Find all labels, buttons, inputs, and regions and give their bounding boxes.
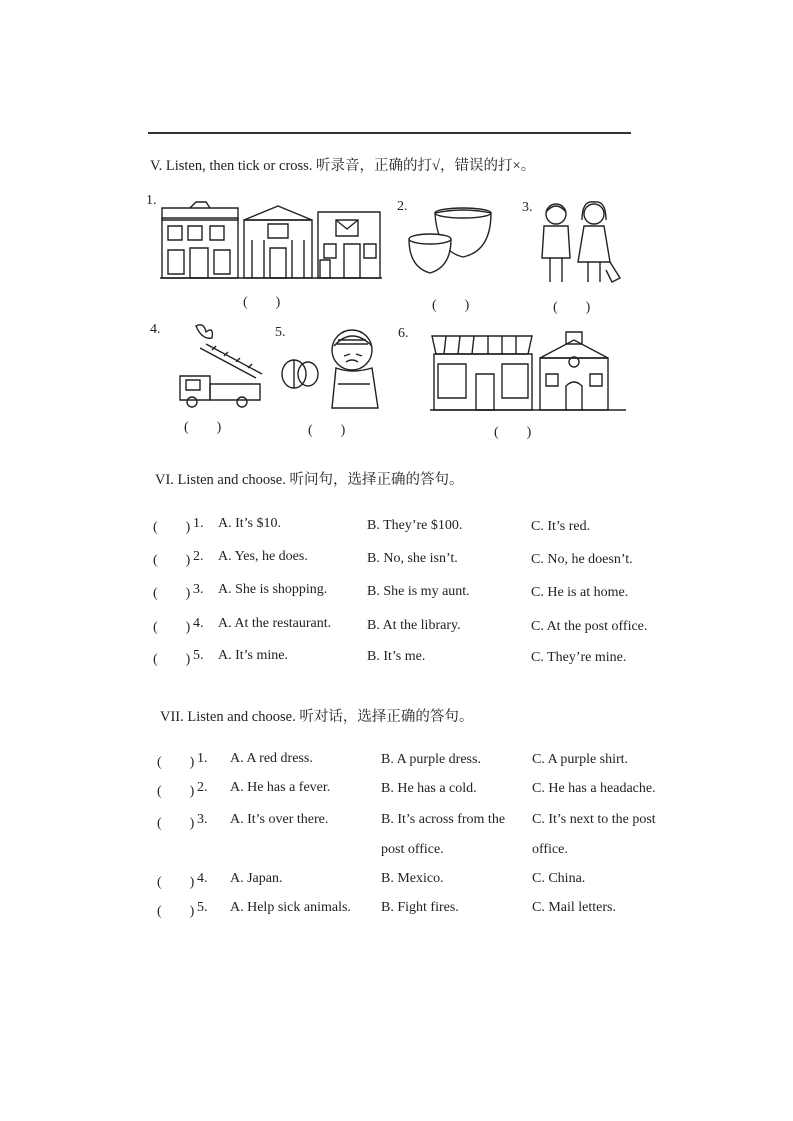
option-c: C. It’s next to the post [532,812,656,827]
option-b: B. It’s me. [367,649,426,664]
sick-girl-icon [278,328,388,414]
option-c: C. A purple shirt. [532,752,629,767]
question-number: 2. [197,780,208,795]
item-6-answer[interactable]: ( ) [494,425,532,440]
option-b: B. She is my aunt. [367,584,470,599]
option-c: C. It’s red. [531,519,591,534]
item-1-number: 1. [146,193,157,208]
answer-blank[interactable]: ( ) [157,875,195,890]
option-b: B. They’re $100. [367,518,463,533]
option-b: B. He has a cold. [381,781,477,796]
question-number: 5. [193,648,204,663]
option-a: A. Japan. [230,871,283,886]
answer-blank[interactable]: ( ) [157,816,195,831]
option-c: C. Mail letters. [532,900,616,915]
answer-blank[interactable]: ( ) [153,520,191,535]
item-5-number: 5. [275,325,286,340]
section-7-title: VII. Listen and choose. 听对话，选择正确的答句。 [160,709,474,725]
answer-blank[interactable]: ( ) [157,784,195,799]
buildings-icon [160,200,384,282]
option-b: B. No, she isn’t. [367,551,458,566]
option-b-continued: post office. [381,842,444,857]
option-a: A. He has a fever. [230,780,331,795]
answer-blank[interactable]: ( ) [153,586,191,601]
answer-blank[interactable]: ( ) [153,652,191,667]
option-b: B. Mexico. [381,871,444,886]
option-b: B. Fight fires. [381,900,459,915]
option-a: A. It’s $10. [218,516,281,531]
item-3-number: 3. [522,200,533,215]
option-a: A. She is shopping. [218,582,328,597]
question-number: 3. [197,812,208,827]
question-number: 2. [193,549,204,564]
option-a: A. Help sick animals. [230,900,351,915]
option-b: B. At the library. [367,618,461,633]
item-1-answer[interactable]: ( ) [243,295,281,310]
question-number: 1. [193,516,204,531]
item-2-number: 2. [397,199,408,214]
top-rule [148,132,631,134]
item-5-answer[interactable]: ( ) [308,423,346,438]
question-number: 3. [193,582,204,597]
boy-girl-icon [536,200,626,286]
option-b: B. It’s across from the [381,812,506,827]
option-a: A. At the restaurant. [218,616,332,631]
option-c: C. They’re mine. [531,650,627,665]
option-a: A. It’s mine. [218,648,288,663]
answer-blank[interactable]: ( ) [153,553,191,568]
section-6-title: VI. Listen and choose. 听问句，选择正确的答句。 [155,472,464,488]
shop-school-icon [430,330,626,414]
item-2-answer[interactable]: ( ) [432,298,470,313]
option-c-continued: office. [532,842,568,857]
option-c: C. He is at home. [531,585,629,600]
question-number: 5. [197,900,208,915]
fire-truck-icon [176,322,266,408]
answer-blank[interactable]: ( ) [157,755,195,770]
item-4-number: 4. [150,322,161,337]
option-c: C. No, he doesn’t. [531,552,633,567]
item-6-number: 6. [398,326,409,341]
question-number: 1. [197,751,208,766]
option-c: C. He has a headache. [532,781,656,796]
question-number: 4. [193,616,204,631]
item-4-answer[interactable]: ( ) [184,420,222,435]
bowls-icon [405,205,495,277]
option-b: B. A purple dress. [381,752,481,767]
option-a: A. It’s over there. [230,812,329,827]
answer-blank[interactable]: ( ) [157,904,195,919]
option-c: C. China. [532,871,586,886]
option-a: A. Yes, he does. [218,549,308,564]
option-c: C. At the post office. [531,619,648,634]
question-number: 4. [197,871,208,886]
option-a: A. A red dress. [230,751,313,766]
answer-blank[interactable]: ( ) [153,620,191,635]
item-3-answer[interactable]: ( ) [553,300,591,315]
section-5-title: V. Listen, then tick or cross. 听录音，正确的打√，错误的打×。 [150,158,536,174]
